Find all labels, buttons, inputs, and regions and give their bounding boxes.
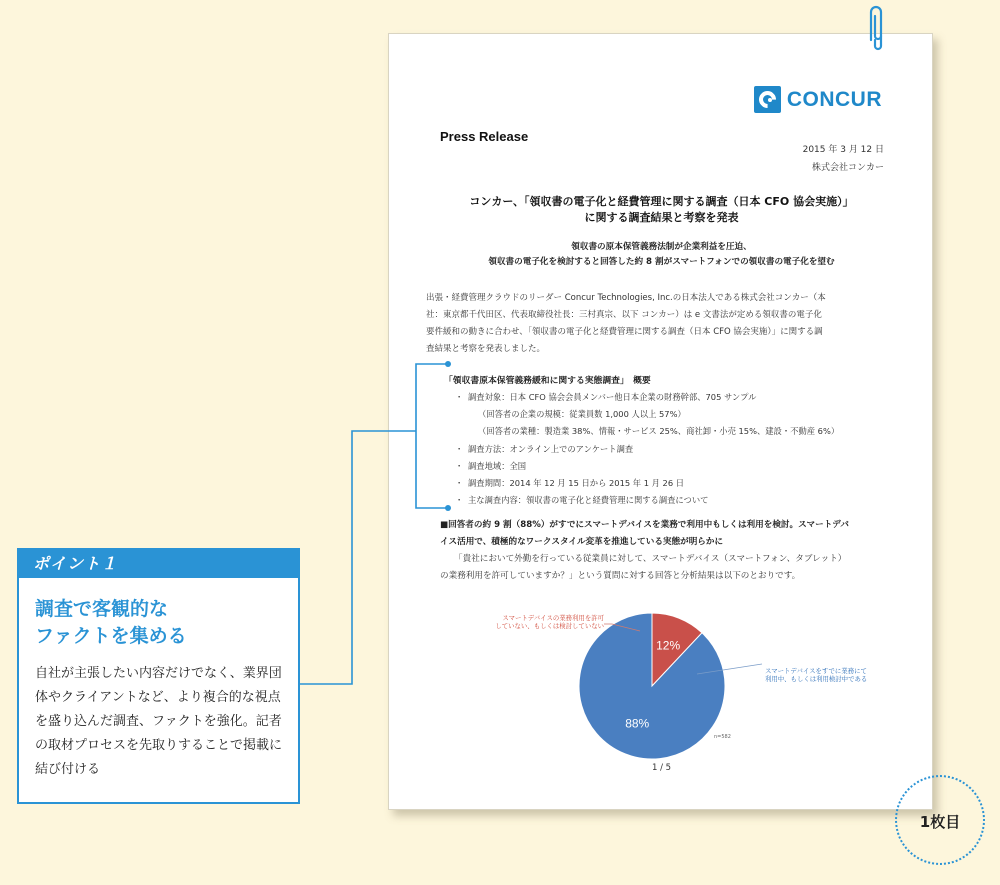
connector-dot [445, 361, 451, 367]
callout-title-line: 調査で客観的な [35, 598, 169, 620]
intro-line: 要件緩和の動きに合わせ、「領収書の電子化と経費管理に関する調査（日本 CFO 協会実施）」に関する調 [426, 327, 823, 337]
list-item: ・ 調査期間：2014 年 12 月 15 日から 2015 年 1 月 26 日 [455, 478, 685, 489]
press-release-title: Press Release [440, 129, 529, 144]
finding-line: ■回答者の約 9 割（88%）がすでにスマートデバイスを業務で利用中もしくは利用を検討。スマートデバ [440, 520, 849, 530]
intro-line: 社：東京都千代田区、代表取締役社長：三村真宗、以下 コンカー）は e 文書法が定める領収書の電子化 [426, 310, 822, 320]
list-item: ・ 調査地域：全国 [455, 460, 527, 471]
pie-value-label: 88% [625, 716, 650, 731]
survey-title: 「領収書原本保管義務緩和に関する実態調査」 概要 [444, 376, 651, 386]
connector-dot [445, 505, 451, 511]
connector-bracket [300, 364, 448, 684]
question-line: 「貴社において外勤を行っている従業員に対して、スマートデバイス（スマートフォン、タブレット） [454, 554, 847, 564]
headline-line: コンカー、「領収書の電子化と経費管理に関する調査（日本 CFO 協会実施）」 [469, 195, 854, 208]
list-item: ・ 主な調査内容：領収書の電子化と経費管理に関する調査について [455, 495, 709, 506]
subhead-line: 領収書の原本保管義務法制が企業利益を圧迫、 [571, 242, 752, 252]
logo-text: CONCUR [786, 87, 882, 111]
finding-line: イス活用で、積極的なワークスタイル変革を推進している実態が明らかに [440, 537, 724, 547]
pie-value-label: 12% [656, 638, 681, 653]
callout-header: ポイント１ [19, 550, 298, 578]
page-number: 1 / 5 [651, 763, 672, 773]
question-line: の業務利用を許可していますか？」という質問に対する回答と分析結果は以下のとおりです。 [440, 571, 801, 581]
sample-size-label: n=582 [714, 734, 731, 740]
list-item: ・ 調査対象：日本 CFO 協会会員メンバー他日本企業の財務幹部、705 サンプル [455, 392, 757, 402]
release-date: 2015 年 3 月 12 日 [802, 145, 884, 155]
intro-line: 出張・経費管理クラウドのリーダー Concur Technologies, Inc.の日本法人である株式会社コンカー（本 [426, 293, 826, 303]
paperclip-icon [871, 7, 881, 49]
page-badge: 1枚目 [895, 775, 985, 865]
list-item: （回答者の企業の規模：従業員数 1,000 人以上 57%） [478, 409, 686, 420]
headline-line: に関する調査結果と考察を発表 [584, 211, 739, 224]
list-item: ・ 調査方法：オンライン上でのアンケート調査 [455, 443, 634, 454]
legend-label-in-use: スマートデバイスをすでに業務にて 利用中、もしくは利用検討中である [765, 667, 868, 683]
company-name: 株式会社コンカー [811, 163, 884, 173]
callout-body: 自社が主張したい内容だけでなく、業界団体やクライアントなど、より複合的な視点を盛り込んだ調査、ファクトを強化。記者の取材プロセスを先取りすることで掲載に結び付ける [35, 666, 283, 777]
list-item: （回答者の業種：製造業 38%、情報・サービス 25%、商社卸・小売 15%、建設・不動産 6%） [478, 426, 840, 437]
subhead-line: 領収書の電子化を検討すると回答した約 8 割がスマートフォンでの領収書の電子化を望む [488, 257, 835, 267]
callout-title-line: ファクトを集める [35, 625, 187, 647]
intro-line: 査結果と考察を発表しました。 [426, 344, 546, 354]
legend-label-not-permitted: スマートデバイスの業務利用を許可 していない、もしくは検討していない [495, 614, 604, 630]
